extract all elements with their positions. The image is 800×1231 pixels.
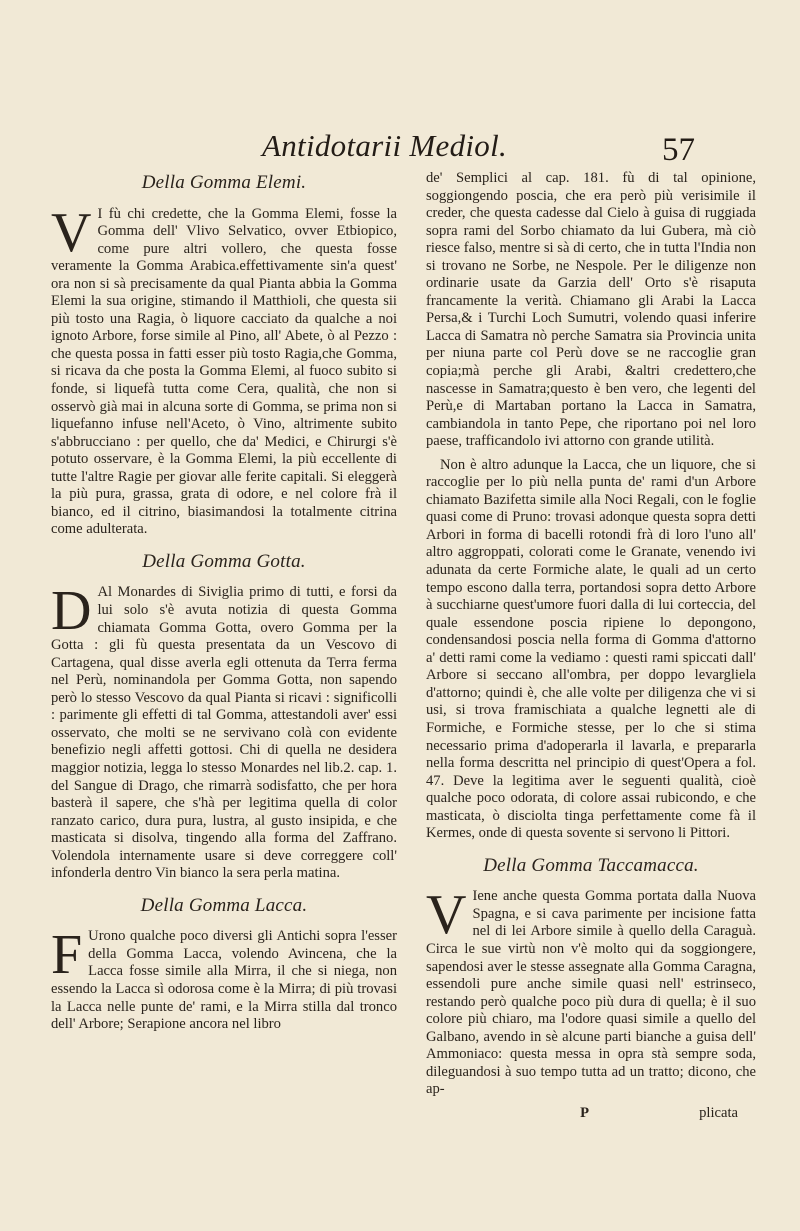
right-column [426, 170, 756, 1122]
paragraph-taccamacca [426, 884, 756, 1099]
paragraph-text: Iene anche questa Gomma portata dalla Nuova Spagna, e si cava parimente per incisione fatta nel di lei Arbore simile à quello della Caraguà. Circa le sue virtù non v'è molto qui da soggiongere, sapendosi aver le stesse assegnate alla Gomma Caragna, essendoli pure anche simile quasi nell' estrinseco, restando però qualche poco più dura di quella; è il suo colore più chiaro, ma l'odore quasi simile a quello del Galbano, avendo in sè alcune parti bianche a guisa dell' Ammoniaco: questa messa in opra stà sempre soda, dileguandosi à suo tempo tutta ad un tratto; dicono, che ap- [426, 888, 756, 1098]
paragraph-lacca-second: Non è altro adunque la Lacca, che un liquore, che si raccoglie per lo più nella punta de' rami d'un Arbore chiamato Bazifetta simile alla Noci Regali, con le foglie quasi come di Pruno: trovasi adonque questa sopra detti Arbori in forma di bacelli rotondi frà di loro l'uno all' altro aggroppati, colorati come le Granate, venendo ivi adunata da certe Formiche alate, le quali ad un certo tempo escono dalla terra, portandosi sopra detto Arbore à succhiarne quest'umore fuori dalla di lui corteccia, del quale essendone poscia ripiene lo depongono, condensandosi poscia nella forma di Gomma d'attorno a' detti rami come la vediamo : questi rami spiccati dall' Arbore si seccano all'ombra, per doppo levargliela d'attorno; quindi è, che alle volte per diligenza che vi si usi, si trova framischiata a qualche legnetti ale di Formiche, e Formiche stesse, per lo che si stima necessario prima d'adoperarla il lavarla, e prepararla nella forma descritta nel principio di quest'Opera a fol. 47. Deve la legitima aver le seguenti qualità, cioè qualche poco odorata, di colore assai rubicondo, e che masticata, ò disciolta tinga perfettamente come fà il Kermes, onde di questa sovente si servono li Pittori. [426, 456, 756, 842]
page-number: 57 [662, 132, 695, 168]
section-title-lacca: Della Gomma Lacca. [140, 894, 308, 916]
drop-cap: V [51, 201, 92, 264]
catchword: plicata [699, 1104, 738, 1121]
paragraph-gotta [51, 580, 397, 882]
section-title-taccamacca: Della Gomma Taccamacca. [483, 854, 699, 876]
paragraph-text: I fù chi credette, che la Gomma Elemi, fosse la Gomma dell' Vlivo Selvatico, ovver Etbiopico, come pure altri vollero, che questa fosse veramente la Gomma Arabica.effettivamente sin'a quest' ora non si sà precisamente da qual Pianta abbia la Gomma Elemi la sua origine, stimando il Matthioli, che questa sii più tosto una Ragia, ò liquore cacciato da qualche a noi ignoto Arbore, forse simile al Pino, all' Abete, ò al Pezzo : che questa possa in fatti esser più tosto Ragia,che Gomma, si ricava da che posta la Gomma Elemi, al fuoco subito si fonde, si liquefà tutta come Cera, qualità, che non si osservò già mai in alcuna sorte di Gomma, se prima non si liquefanno infuse nell'Aceto, ò Vino, altrimente subito s'abbrucciano : per quello, che da' Medici, e Chirurgi s'è potuto osservare, è la Gomma Elemi, la più eccellente di tutte l'altre Ragie per giovar alle ferite capitali. Si eleggerà la più pura, grassa, grata di odore, e nel colore frà il bianco, ed il citrino, biasimandosi la totalmente citrina come adulterata. [51, 205, 397, 538]
paragraph-text: Urono qualche poco diversi gli Antichi sopra l'esser della Gomma Lacca, volendo Avincena, che la Lacca fosse simile alla Mirra, il che si niega, non essendo la Lacca sì odorosa come è la Mirra; di più trovasi la Lacca nelle punte de' rami, e la Mirra stilla dal tronco dell' Arbore; Serapione ancora nel libro [51, 928, 397, 1033]
paragraph-lacca-continued: de' Semplici al cap. 181. fù di tal opinione, soggiongendo poscia, che era però più verisimile il creder, che questa cadesse dal Cielo à guisa di ruggiada sopra rami del Sorbo chiamato da lui Gubera, mà ciò riesce falso, mentre si sà di certo, che in tutta l'India non si trovano ne Sorbe, ne Nespole. Per le diligenze non ordinarie usate da Garzia dell' Orto s'è risaputa francamente la verità. Chiamano gli Arabi la Lacca Persa,& i Turchi Loch Sumutri, volendo quasi inferire Lacca di Samatra nò perche Samatra sia Provincia unita per niuna parte col Perù dove se ne raccoglie gran copia;mà perche gli Arabi, &altri credettero,che nascesse in Samatra;questo è ben vero, che legenti del Perù,e di Martaban portano la Lacca in Samatra, cambiandola in tanto Pepe, che riportano poi nel loro paese, trafficandolo ivi attorno con grande utilità. [426, 170, 756, 450]
drop-cap: D [51, 580, 92, 643]
running-title: Antidotarii Mediol. [262, 128, 508, 163]
drop-cap: F [51, 924, 83, 987]
section-title-elemi: Della Gomma Elemi. [141, 172, 307, 193]
paragraph-text: Al Monardes di Siviglia primo di tutti, e forsi da lui solo s'è avuta notizia di questa Gomma chiamata Gomma Gotta, overo Gomma per la Gotta : gli fù questa presentata da un Vescovo di Cartagena, qual disse averla egli ottenuta da Terra ferma nel Perù, nominandola per Gomma Gotta, non sapendo però lo stesso Vescovo da qual Pianta si ricavi : significolli : parimente gli effetti di tal Gomma, attestandoli aver' essi osservato, che molti se ne servivano colà con evidente benefizio negli affetti gottosi. Chi di quella ne desidera maggior notizia, legga lo stesso Monardes nel lib.2. cap. 1. del Sangue di Drago, che rimarrà sodisfatto, che per hora basterà il sapere, che s'hà per legitima quella di color ranzato carico, dura pura, lustra, al gusto insipida, e che masticata si disolva, tingendo alla forma del Zaffrano. Volendola internamente usare si deve correggere coll' infonderla dentro Vin bianco la sera perla matina. [51, 584, 397, 882]
signature-mark: P [580, 1104, 590, 1121]
catchline [426, 1105, 756, 1123]
section-title-gotta: Della Gomma Gotta. [142, 550, 306, 572]
drop-cap: V [426, 884, 467, 947]
paragraph-elemi [51, 201, 397, 539]
left-column [51, 170, 397, 1040]
paragraph-lacca [51, 924, 397, 1033]
